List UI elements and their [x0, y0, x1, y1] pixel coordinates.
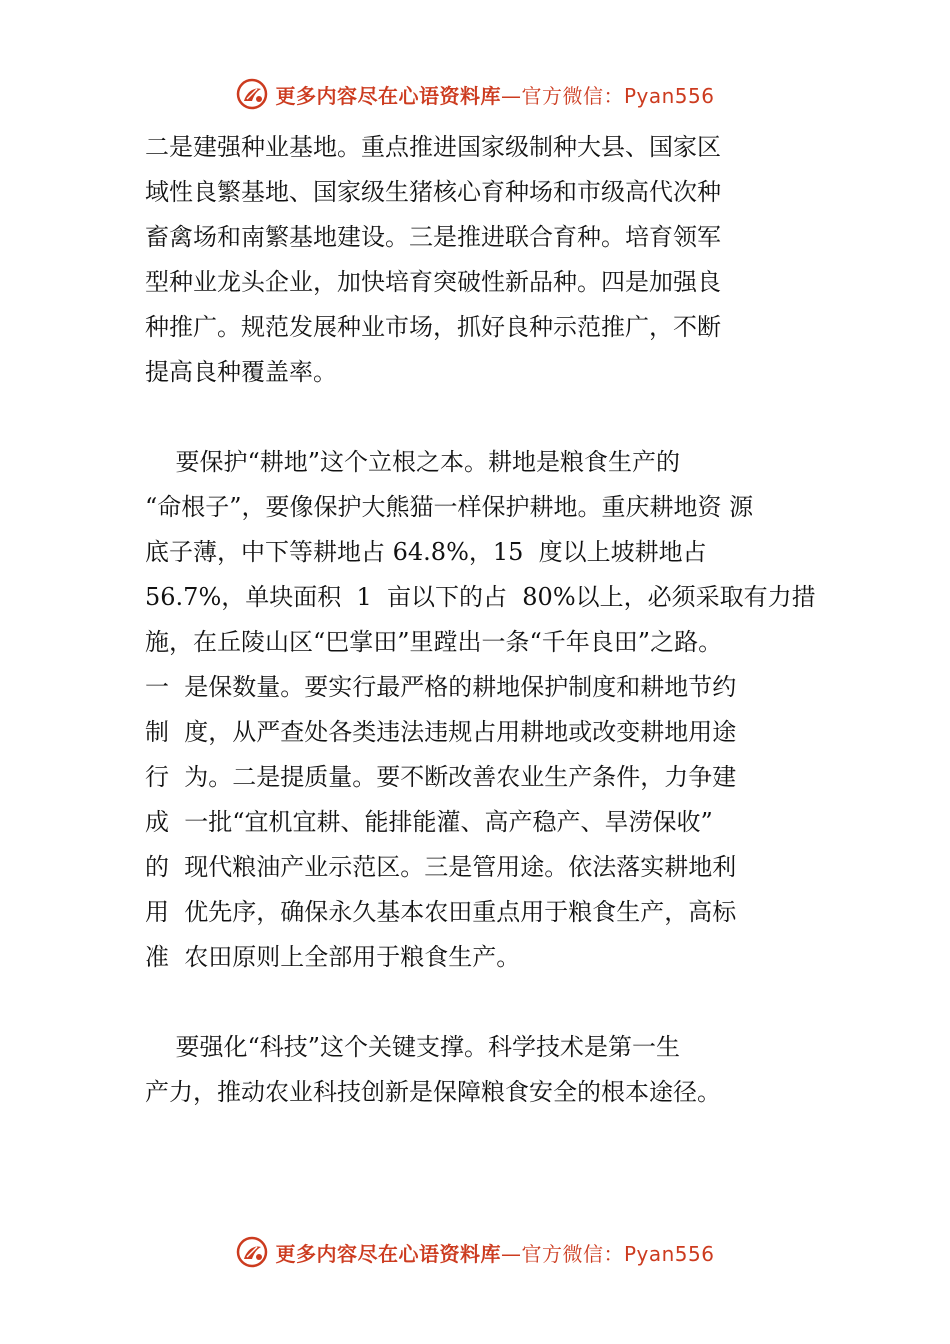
- text-line: 制 度，从严查处各类违法违规占用耕地或改变耕地用途: [145, 718, 737, 746]
- document-body: [145, 125, 845, 1115]
- text-line: 施，在丘陵山区“巴掌田”里蹚出一条“千年良田”之路。: [145, 628, 723, 656]
- text-line: 的 现代粮油产业示范区。三是管用途。依法落实耕地利: [145, 853, 737, 881]
- footer-banner-bold: 更多内容尽在心语资料库: [275, 1241, 501, 1266]
- header-banner-text: [275, 80, 714, 109]
- text-line: “命根子”，要像保护大熊猫一样保护耕地。重庆耕地资 源: [145, 493, 754, 521]
- header-banner: [0, 74, 950, 114]
- text-line: 准 农田原则上全部用于粮食生产。: [145, 943, 521, 971]
- footer-banner-text: [275, 1238, 714, 1267]
- text-line: 产力，推动农业科技创新是保障粮食安全的根本途径。: [145, 1078, 721, 1106]
- paragraph-1: [145, 125, 845, 395]
- paragraph-gap: [145, 395, 845, 440]
- text-line: 成 一批“宜机宜耕、能排能灌、高产稳产、旱涝保收”: [145, 808, 713, 836]
- text-line: 底子薄，中下等耕地占 64.8%，15 度以上坡耕地占: [145, 538, 707, 566]
- paragraph-2: [145, 440, 845, 980]
- footer-banner: [0, 1232, 950, 1272]
- footer-banner-light: —官方微信：Pyan556: [500, 1241, 715, 1266]
- text-line: 畜禽场和南繁基地建设。三是推进联合育种。培育领军: [145, 223, 721, 251]
- paragraph-3: [145, 1025, 845, 1115]
- text-line: 一 是保数量。要实行最严格的耕地保护制度和耕地节约: [145, 673, 737, 701]
- text-line: 要保护“耕地”这个立根之本。耕地是粮食生产的: [145, 448, 681, 476]
- text-line: 用 优先序，确保永久基本农田重点用于粮食生产，高标: [145, 898, 737, 926]
- logo-icon: [235, 1235, 269, 1269]
- header-banner-bold: 更多内容尽在心语资料库: [275, 83, 501, 108]
- text-line: 要强化“科技”这个关键支撑。科学技术是第一生: [145, 1033, 681, 1061]
- text-line: 56.7%，单块面积 1 亩以下的占 80%以上，必须采取有力措: [145, 583, 816, 611]
- paragraph-gap: [145, 980, 845, 1025]
- text-line: 行 为。二是提质量。要不断改善农业生产条件，力争建: [145, 763, 737, 791]
- text-line: 域性良繁基地、国家级生猪核心育种场和市级高代次种: [145, 178, 721, 206]
- text-line: 种推广。规范发展种业市场，抓好良种示范推广，不断: [145, 313, 721, 341]
- text-line: 二是建强种业基地。重点推进国家级制种大县、国家区: [145, 133, 721, 161]
- header-banner-light: —官方微信：Pyan556: [500, 83, 715, 108]
- logo-icon: [235, 77, 269, 111]
- text-line: 型种业龙头企业，加快培育突破性新品种。四是加强良: [145, 268, 721, 296]
- text-line: 提高良种覆盖率。: [145, 358, 337, 386]
